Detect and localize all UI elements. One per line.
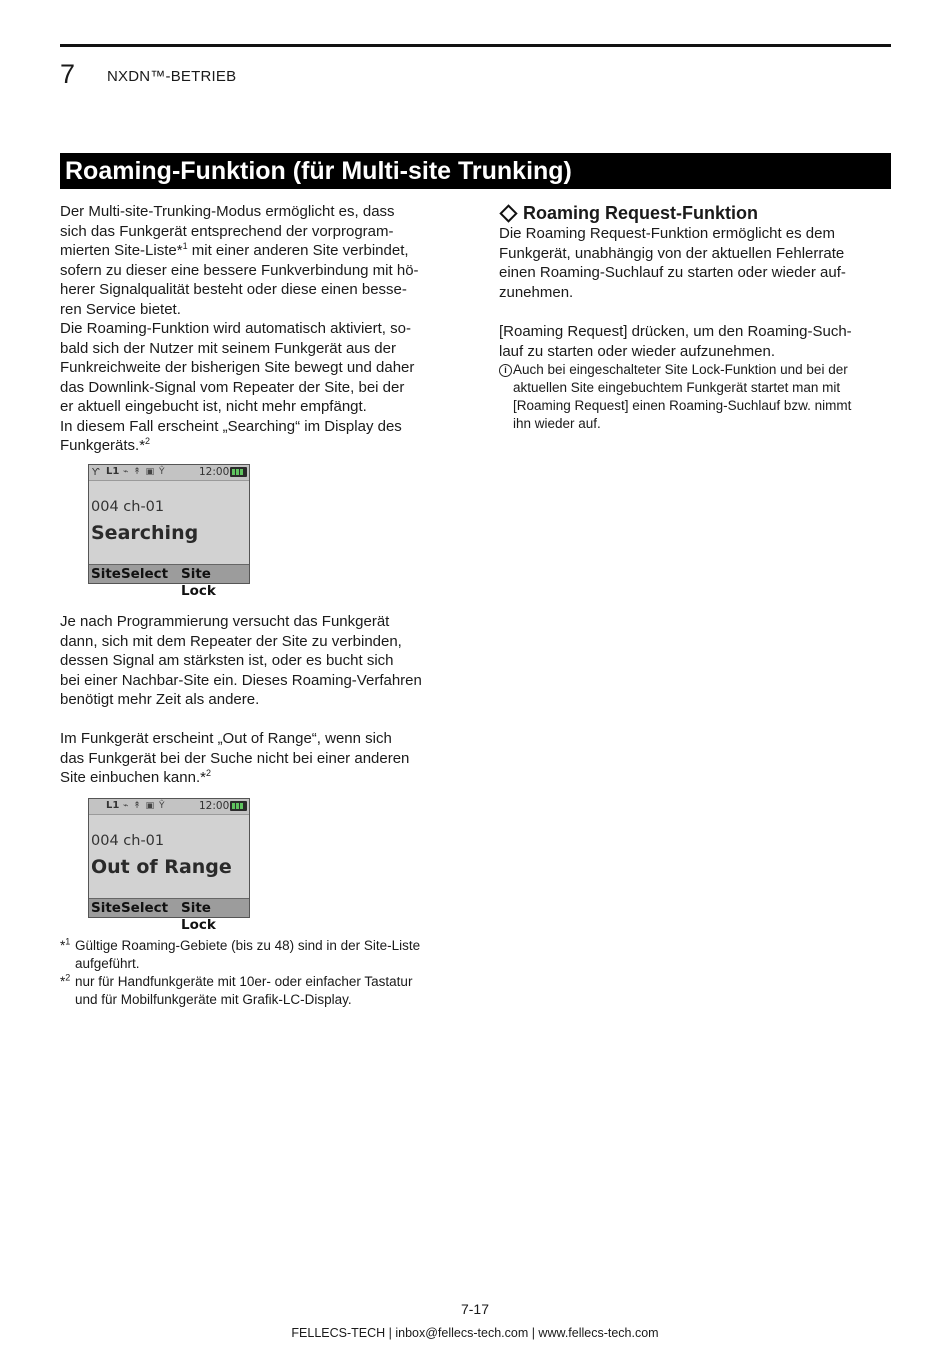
lcd-softkey-bar: [89, 564, 249, 599]
chapter-title: NXDN™-BETRIEB: [107, 68, 237, 85]
softkey-sitelock: Site Lock: [181, 900, 216, 933]
footnote-mark: *$^1$: [60, 936, 71, 953]
lcd-channel: 004 ch-01: [91, 833, 165, 849]
lcd-message: Searching: [91, 522, 199, 544]
footnote-ref-1: 1: [182, 241, 188, 251]
page-footer: FELLECS-TECH | inbox@fellecs-tech.com | www.fellecs-tech.com: [291, 1326, 659, 1340]
footnote-text: Gültige Roaming-Gebiete (bis zu 48) sind in der Site-Liste aufgeführt.: [75, 938, 421, 971]
lcd-screen-searching: [88, 464, 250, 599]
info-note-text: Auch bei eingeschalteter Site Lock-Funktion und bei der aktuellen Site eingebuchtem Funkgerät startet man mit [Roaming Request] einen Roaming-Suchlauf bzw. nimmt ihn wieder auf.: [513, 362, 852, 431]
intro-text-2: mit einer anderen Site verbindet, sofern zu dieser eine bessere Funkverbindung mit hö- herer Signalqualität besteht oder diese einen besse- ren Service bietet. Die Roaming-Funktion wird automatisch aktiviert, so- bald sich der Nutzer mit seinem Funkgerät aus der Funkreichweite der bisherigen Site bewegt und daher das Downlink-Signal vom Repeater der Site, bei der er aktuell eingebucht ist, nicht mehr empfängt. In diesem Fall erscheint „Searching“ im Display des Funkgeräts.*: [60, 242, 419, 454]
chapter-number: 7: [60, 59, 76, 89]
right-paragraph-1: Die Roaming Request-Funktion ermöglicht es dem Funkgerät, unabhängig von der aktuellen Fehlerrate einen Roaming-Suchlauf zu starten oder wieder auf- zunehmen.: [499, 225, 846, 301]
footnote-text: nur für Handfunkgeräte mit 10er- oder einfacher Tastatur und für Mobilfunkgeräte mit Grafik-LC-Display.: [75, 974, 413, 1007]
paragraph-3-text: Im Funkgerät erscheint „Out of Range“, wenn sich das Funkgerät bei der Suche nicht bei einer anderen Site einbuchen kann.*: [60, 730, 410, 786]
paragraph-2: Je nach Programmierung versucht das Funkgerät dann, sich mit dem Repeater der Site zu verbinden, dessen Signal am stärksten ist, oder es bucht sich bei einer Nachbar-Site ein. Dieses Roaming-Verfahren benötigt mehr Zeit als andere.: [60, 613, 422, 708]
softkey-siteselect: SiteSelect: [91, 900, 169, 916]
lcd-screen-out-of-range: [88, 798, 250, 933]
footnote-ref-2: 2: [145, 436, 151, 446]
lcd-status-bar: [89, 465, 249, 481]
lcd-line-label: L1: [106, 800, 120, 811]
footnote-1: [60, 937, 460, 973]
subheading: [499, 202, 758, 224]
lcd-line-label: L1: [106, 466, 120, 477]
header-rule: [60, 44, 891, 47]
paragraph-3: [60, 729, 460, 788]
footnote-mark: *$^2$: [60, 972, 71, 989]
lcd-status-bar: [89, 799, 249, 815]
status-icons: ⌁ ↟ ▣ Ŷ: [123, 467, 166, 477]
softkey-siteselect: SiteSelect: [91, 566, 169, 582]
section-title: Roaming-Funktion (für Multi-site Trunking): [60, 153, 891, 189]
antenna-icon: Ƴ: [92, 467, 100, 478]
softkey-sitelock: Site Lock: [181, 566, 216, 599]
lcd-channel: 004 ch-01: [91, 499, 165, 515]
page-number: 7-17: [460, 1301, 490, 1317]
intro-paragraph: [60, 202, 460, 456]
lcd-softkey-bar: [89, 898, 249, 933]
status-icons: ⌁ ↟ ▣ Ŷ: [123, 801, 166, 811]
intro-text-1: Der Multi-site-Trunking-Modus ermöglicht es, dass sich das Funkgerät entsprechend der vorprogram- mierten Site-Liste*: [60, 203, 395, 259]
right-paragraph-2: [Roaming Request] drücken, um den Roaming-Such- lauf zu starten oder wieder aufzunehmen.: [499, 323, 852, 360]
info-note: [499, 361, 894, 435]
info-icon: i: [499, 364, 512, 377]
footnote-ref-2b: 2: [205, 768, 211, 778]
battery-icon: [230, 467, 247, 477]
subheading-text: Roaming Request-Funktion: [523, 203, 758, 223]
lcd-time: 12:00: [199, 466, 230, 478]
diamond-icon: [499, 204, 517, 222]
footnote-2: [60, 973, 460, 1009]
battery-icon: [230, 801, 247, 811]
lcd-message: Out of Range: [91, 856, 232, 878]
lcd-time: 12:00: [199, 800, 230, 812]
